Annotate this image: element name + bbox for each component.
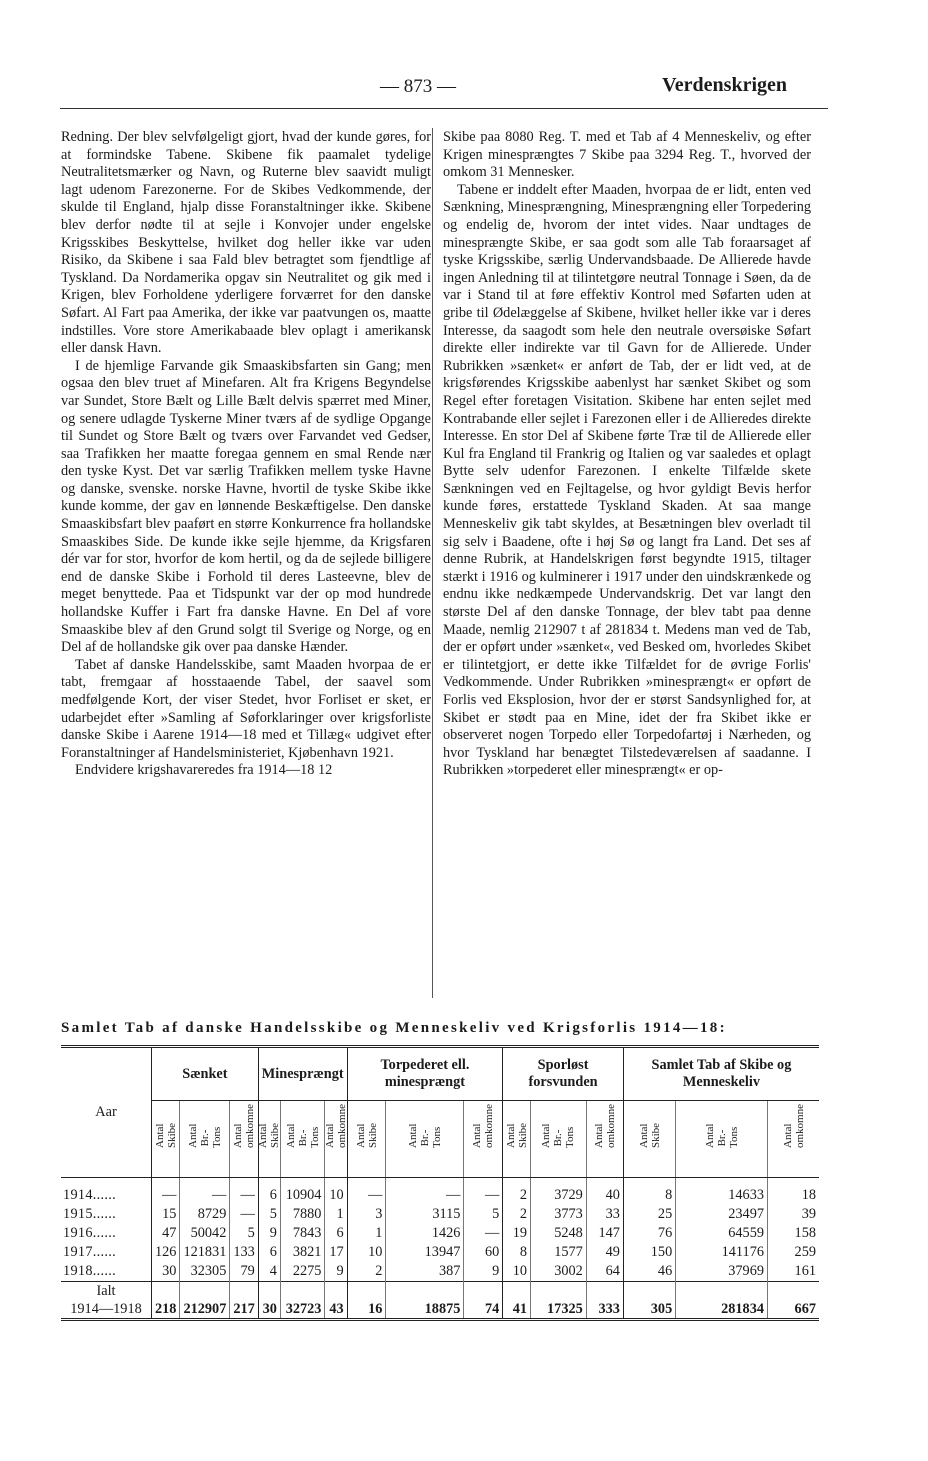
group-header-missing: Sporløst forsvunden — [503, 1047, 624, 1101]
column-header-label: Antal omkomne — [324, 1104, 349, 1148]
table-cell: 25 — [623, 1205, 675, 1224]
table-cell: 10 — [325, 1186, 347, 1205]
column-header — [325, 1101, 347, 1178]
table-cell: 141176 — [676, 1243, 768, 1262]
table-cell: 2 — [503, 1186, 531, 1205]
column-header-label: Antal omkomne — [232, 1104, 257, 1148]
total-label — [61, 1282, 152, 1320]
table-cell: 10904 — [280, 1186, 324, 1205]
column-divider — [432, 128, 433, 998]
table-cell: 60 — [464, 1243, 503, 1262]
table-cell: 158 — [768, 1224, 820, 1243]
column-header — [768, 1101, 820, 1178]
column-header — [180, 1101, 230, 1178]
table-cell: 13947 — [386, 1243, 464, 1262]
column-header-label: Antal Skibe — [354, 1122, 379, 1148]
table-cell: 3729 — [531, 1186, 587, 1205]
table-cell: 5 — [464, 1205, 503, 1224]
table-cell: 126 — [152, 1243, 180, 1262]
paragraph: Endvidere krigshavareredes fra 1914—18 12 — [75, 762, 333, 779]
table-cell: 2275 — [280, 1262, 324, 1282]
group-header-mined: Minesprængt — [258, 1047, 347, 1101]
table-cell: 19 — [503, 1224, 531, 1243]
column-header — [152, 1101, 180, 1178]
year-cell: 1918...... — [63, 1263, 117, 1279]
total-cell: 18875 — [386, 1282, 464, 1320]
column-header — [503, 1101, 531, 1178]
total-label-line: Ialt — [96, 1283, 116, 1299]
total-cell: 17325 — [531, 1282, 587, 1320]
table-cell: 3115 — [386, 1205, 464, 1224]
table-cell: — — [180, 1186, 230, 1205]
table-cell: 9 — [325, 1262, 347, 1282]
table-cell: 6 — [258, 1243, 280, 1262]
total-cell: 41 — [503, 1282, 531, 1320]
table-cell: 1426 — [386, 1224, 464, 1243]
table-cell: — — [230, 1205, 258, 1224]
paragraph: Tabene er inddelt efter Maaden, hvorpaa de er lidt, enten ved Sænkning, Minesprængning, Minesprængning eller Torpedering og endelig de, hvorom der intet vides. Naar undtages de minesprængte Skibe, er saa godt som alle Tab foraarsaget af tyske Krigsskibe, særlig Undervandsbaade. De Allierede havde ingen Anledning til at tilintetgøre neutral Tonnage i Søen, da de var i Stand til at føre effektiv Kontrol med Søfarten uden at gribe til Ødelæggelse af Skibene, hvilket heller ikke var i deres Interesse, da saagodt som hele den neutrale oversøiske Søfart direkte eller indirekte var til Gavn for de Allierede. Under Rubrikken »sænket« er anført de Tab, der er lidt ved, at de krigsførendes Krigsskibe aabenlyst har sænket Skibet og som Regel efter foretagen Visitation. Skibene har enten sejlet med Kontrabande eller sejlet i Farezonen eller i de Allieredes direkte Interesse. En stor Del af Skibene førte Træ til de Allierede eller Kul fra England til Frankrig og Italien og var saaledes et oplagt Bytte selv udenfor Farezonen. I enkelte Tilfælde skete Sænkningen ved en Fejltagelse, og hvor gyldigt Bevis herfor kunde føres, erstattede Tyskland Skaden. At saa mange Menneskeliv gik tabt skyldes, at Besætningen blev overladt til sig selv i Baadene, ofte i høj Sø og langt fra Land. Det ses af denne Rubrik, at Handelskrigen først begyndte 1915, tiltager stærkt i 1916 og kulminerer i 1917 under den uindskrænkede og endnu ikke nedkæmpede Undervandskrig. Det var langt den største Del af den danske Tonnage, der blev tabt paa denne Maade, nemlig 212907 t af 281834 t. Medens man ved de Tab, der er opført under »sænket«, ved Besked om, hvorledes Skibet er tilintetgjort, er dette ikke Tilfældet for de øvrige Forlis' Vedkommende. Under Rubrikken »minesprængt« er opført de Forlis ved Eksplosion, hvor der er størst Sandsynlighed for, at Skibet er stødt paa en Mine, idet der fra Skibet ikke er observeret nogen Torpedo eller Torpedofartøj i Nærheden, og hvor Tyskland har benægtet Tilstedeværelsen af saadanne. I Rubrikken »torpederet eller minesprængt« er op- — [443, 181, 811, 779]
total-cell: 212907 — [180, 1282, 230, 1320]
paragraph: Tabet af danske Handelsskibe, samt Maaden hvorpaa de er tabt, fremgaar af hosstaaende Tabel, der saavel som medfølgende Kort, der viser Stedet, hvor Forliset er sket, er udarbejdet efter »Samling af Søforklaringer over krigsforliste danske Skibe i Aarene 1914—18 med et Tillæg« udgivet efter Foranstaltninger af Handelsministeriet, Kjøbenhavn 1921. — [61, 656, 431, 761]
column-header-label: Antal Skibe — [257, 1122, 282, 1148]
table-cell: 1 — [325, 1205, 347, 1224]
total-cell: 43 — [325, 1282, 347, 1320]
group-header-sunk: Sænket — [152, 1047, 259, 1101]
table-cell: — — [464, 1224, 503, 1243]
table-cell: 7880 — [280, 1205, 324, 1224]
table-cell: 64 — [586, 1262, 623, 1282]
table-cell: 147 — [586, 1224, 623, 1243]
total-cell: 333 — [586, 1282, 623, 1320]
total-label-line: 1914—1918 — [70, 1301, 142, 1317]
table-cell: 30 — [152, 1262, 180, 1282]
table-cell: 49 — [586, 1243, 623, 1262]
column-header-label: Antal Br.-Tons — [406, 1123, 443, 1148]
year-cell: 1916...... — [63, 1225, 117, 1241]
column-header-label: Antal Skibe — [637, 1122, 662, 1148]
table-cell: 39 — [768, 1205, 820, 1224]
table-cell: 76 — [623, 1224, 675, 1243]
table-cell: — — [230, 1186, 258, 1205]
table-cell: 1577 — [531, 1243, 587, 1262]
table-cell: 6 — [325, 1224, 347, 1243]
table-cell: 6 — [258, 1186, 280, 1205]
paragraph: I de hjemlige Farvande gik Smaaskibsfarten sin Gang; men ogsaa den blev truet af Minefaren. Alt fra Krigens Begyndelse var Sundet, Store Bælt og Lille Bælt delvis spærret med Miner, og senere udlagde Tyskerne Miner tværs af de sydlige Opgange til Sundet og Store Bælt og tværs over Farvandet ved Gedser, saa Trafikken her maatte foregaa gennem en smal Rende nær den tyske Kyst. Det var særlig Trafikken mellem tyske Havne og danske, svenske. norske Havne, hvortil de tyske Skibe ikke kunde komme, der gav en lønnende Beskæftigelse. Den danske Smaaskibsfart blev paaført en større Konkurrence fra hollandske Smaaskibes Side. De kunde ikke sejle hjemme, da Krigsfaren dér var for stor, hvorfor de kom hertil, og da de sejlede billigere end de danske Skibe i Forhold til deres Lasteevne, blev de meget benyttede. Paa et Tidspunkt var der op mod hundrede hollandske Kuffer i Fart fra danske Havne. En Del af vore Smaaskibe blev af den Grund solgt til Sverige og Norge, og en Del af de hollandske gik over paa danske Hænder. — [61, 357, 431, 656]
table-cell: 9 — [464, 1262, 503, 1282]
table-cell: 9 — [258, 1224, 280, 1243]
year-header: Aar — [61, 1047, 152, 1178]
total-cell: 217 — [230, 1282, 258, 1320]
column-header — [386, 1101, 464, 1178]
year-cell: 1914...... — [63, 1187, 117, 1203]
table-cell: 18 — [768, 1186, 820, 1205]
table-caption: Samlet Tab af danske Handelsskibe og Menneskeliv ved Krigsforlis 1914—18: — [61, 1020, 727, 1036]
table-cell: 161 — [768, 1262, 820, 1282]
table-cell: — — [464, 1186, 503, 1205]
page-number: — 873 — — [380, 76, 456, 97]
column-header-label: Antal Br.-Tons — [703, 1123, 740, 1148]
column-header — [230, 1101, 258, 1178]
column-header — [623, 1101, 675, 1178]
header-rule — [60, 108, 828, 109]
table-cell: 7843 — [280, 1224, 324, 1243]
right-column — [443, 129, 811, 780]
table-cell: 5248 — [531, 1224, 587, 1243]
table-cell: 150 — [623, 1243, 675, 1262]
table-cell: 50042 — [180, 1224, 230, 1243]
total-cell: 667 — [768, 1282, 820, 1320]
loss-table — [61, 1045, 819, 1321]
table-cell: 1 — [347, 1224, 386, 1243]
paragraph: Redning. Der blev selvfølgeligt gjort, hvad der kunde gøres, for at formindske Tabene. Skibene fik paamalet tydelige Neutralitetsmærker og Navn, og Ruterne blev saavidt muligt lagt udenom Farezonerne. For de Skibes Vedkommende, der skulde til England, hjalp disse Foranstaltninger ikke. Skibene blev derfor nødte til at sejle i Konvojer under engelske Krigsskibes Beskyttelse, hvilket dog heller ikke var uden Risiko, da Skibene i saa Fald blev betragtet som fjendtlige af Tyskland. Da Nordamerika opgav sin Neutralitet og gik med i Krigen, blev Forholdene yderligere forværret for den danske Søfart. Al Fart paa Amerika, der ikke var paatvungen os, maatte indstilles. Vore store Amerikabaade blev oplagt i amerikansk eller dansk Havn. — [61, 129, 431, 357]
total-cell: 30 — [258, 1282, 280, 1320]
column-header — [258, 1101, 280, 1178]
table-row — [61, 1243, 819, 1262]
column-header-label: Antal omkomne — [592, 1104, 617, 1148]
table-cell: — — [152, 1186, 180, 1205]
column-header-label: Antal Skibe — [504, 1122, 529, 1148]
table-cell: 10 — [503, 1262, 531, 1282]
table-cell: 17 — [325, 1243, 347, 1262]
column-header — [531, 1101, 587, 1178]
table-cell: 8 — [623, 1186, 675, 1205]
paragraph: Skibe paa 8080 Reg. T. med et Tab af 4 Menneskeliv, og efter Krigen minesprængtes 7 Skibe paa 3294 Reg. T., hvorved der omkom 31 Mennesker. — [443, 129, 811, 181]
table-cell: 47 — [152, 1224, 180, 1243]
column-header — [347, 1101, 386, 1178]
column-header — [464, 1101, 503, 1178]
table-cell: 133 — [230, 1243, 258, 1262]
left-column — [61, 129, 431, 780]
group-header-torpedoed-or-mined: Torpederet ell. minesprængt — [347, 1047, 503, 1101]
table-cell: 23497 — [676, 1205, 768, 1224]
table-cell: 3773 — [531, 1205, 587, 1224]
column-header-label: Antal Br.-Tons — [540, 1123, 577, 1148]
year-cell: 1917...... — [63, 1244, 117, 1260]
table-cell: 10 — [347, 1243, 386, 1262]
table-cell: 5 — [230, 1224, 258, 1243]
total-cell: 74 — [464, 1282, 503, 1320]
table-cell: 3821 — [280, 1243, 324, 1262]
table-cell: 5 — [258, 1205, 280, 1224]
total-cell: 281834 — [676, 1282, 768, 1320]
table-cell: 64559 — [676, 1224, 768, 1243]
table-cell: 4 — [258, 1262, 280, 1282]
table-row — [61, 1205, 819, 1224]
column-header-label: Antal omkomne — [781, 1104, 806, 1148]
table-cell: 2 — [347, 1262, 386, 1282]
total-cell: 16 — [347, 1282, 386, 1320]
column-header — [676, 1101, 768, 1178]
table-cell: 8729 — [180, 1205, 230, 1224]
table-cell: 121831 — [180, 1243, 230, 1262]
table-row — [61, 1186, 819, 1205]
table-cell: — — [386, 1186, 464, 1205]
table-cell: 8 — [503, 1243, 531, 1262]
table-cell: 3 — [347, 1205, 386, 1224]
total-cell: 218 — [152, 1282, 180, 1320]
table-cell: 40 — [586, 1186, 623, 1205]
table-cell: 79 — [230, 1262, 258, 1282]
column-header-label: Antal Br.-Tons — [186, 1123, 223, 1148]
table-cell: 14633 — [676, 1186, 768, 1205]
table-row — [61, 1262, 819, 1282]
table-cell: 259 — [768, 1243, 820, 1262]
table-cell: 46 — [623, 1262, 675, 1282]
table-cell: 387 — [386, 1262, 464, 1282]
column-header-label: Antal Skibe — [153, 1122, 178, 1148]
column-header-label: Antal omkomne — [471, 1104, 496, 1148]
table-cell: 3002 — [531, 1262, 587, 1282]
group-header-total-loss: Samlet Tab af Skibe og Menneskeliv — [623, 1047, 819, 1101]
running-head: Verdenskrigen — [662, 74, 787, 96]
table-cell: — — [347, 1186, 386, 1205]
year-cell: 1915...... — [63, 1206, 117, 1222]
table-cell: 33 — [586, 1205, 623, 1224]
total-cell: 32723 — [280, 1282, 324, 1320]
table-cell: 32305 — [180, 1262, 230, 1282]
column-header — [280, 1101, 324, 1178]
table-cell: 2 — [503, 1205, 531, 1224]
column-header — [586, 1101, 623, 1178]
table-cell: 15 — [152, 1205, 180, 1224]
table-row — [61, 1224, 819, 1243]
column-header-label: Antal Br.-Tons — [284, 1123, 321, 1148]
table-cell: 37969 — [676, 1262, 768, 1282]
total-row — [61, 1282, 819, 1320]
spacer-row — [61, 1178, 819, 1187]
total-cell: 305 — [623, 1282, 675, 1320]
